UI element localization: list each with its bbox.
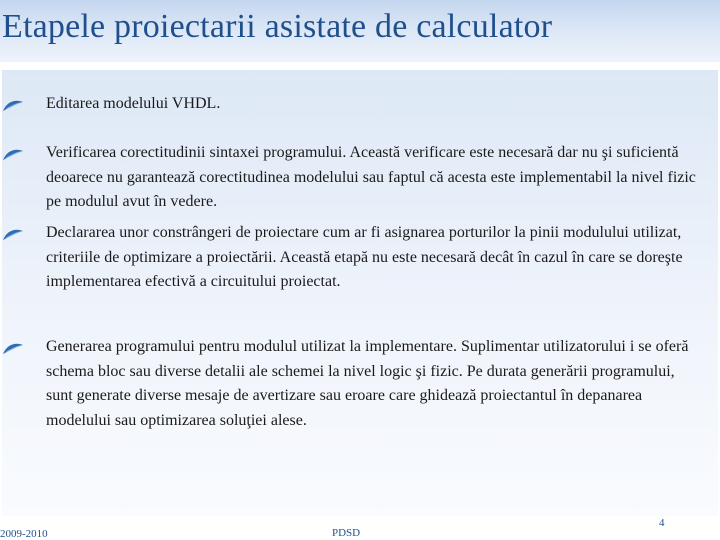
title-band [0,0,720,62]
bullet-item [28,221,700,295]
leaf-bullet-icon [2,97,24,111]
leaf-bullet-icon [2,146,24,160]
bullet-text: Verificarea corectitudinii sintaxei programului. Această verificare este necesară dar nu şi suficientă deoarece nu garantează corectitudinea modelului sau faptul că acesta este implementabil la nivel fizic pe modulul avut în vedere. [46,144,696,210]
bullet-item [28,141,700,215]
leaf-bullet-icon [2,340,24,354]
bullet-text: Generarea programului pentru modulul utilizat la implementare. Suplimentar utilizatorului i se oferă schema bloc sau diverse detalii ale schemei la nivel logic şi fizic. Pe durata generării programului, sunt generate diverse mesaje de avertizare sau eroare care ghidează proiectantul în depanarea modelului sau optimizarea soluţiei alese. [46,338,689,429]
bullet-text: Editarea modelului VHDL. [46,95,221,112]
page-number: 4 [659,517,665,529]
slide-title: Etapele proiectarii asistate de calculator [2,8,553,45]
bullet-text: Declararea unor constrângeri de proiectare cum ar fi asignarea porturilor la pinii modulului utilizat, criteriile de optimizare a proiectării. Această etapă nu este necesară decât în cazul în care se doreşte implementarea efectivă a circuitului proiectat. [46,224,683,290]
bullet-item [28,335,700,433]
leaf-bullet-icon [2,226,24,240]
footer-date: 2009-2010 [0,528,48,540]
bullet-item [28,92,700,117]
content-panel [2,70,718,516]
footer-center-text: PDSD [332,527,361,539]
